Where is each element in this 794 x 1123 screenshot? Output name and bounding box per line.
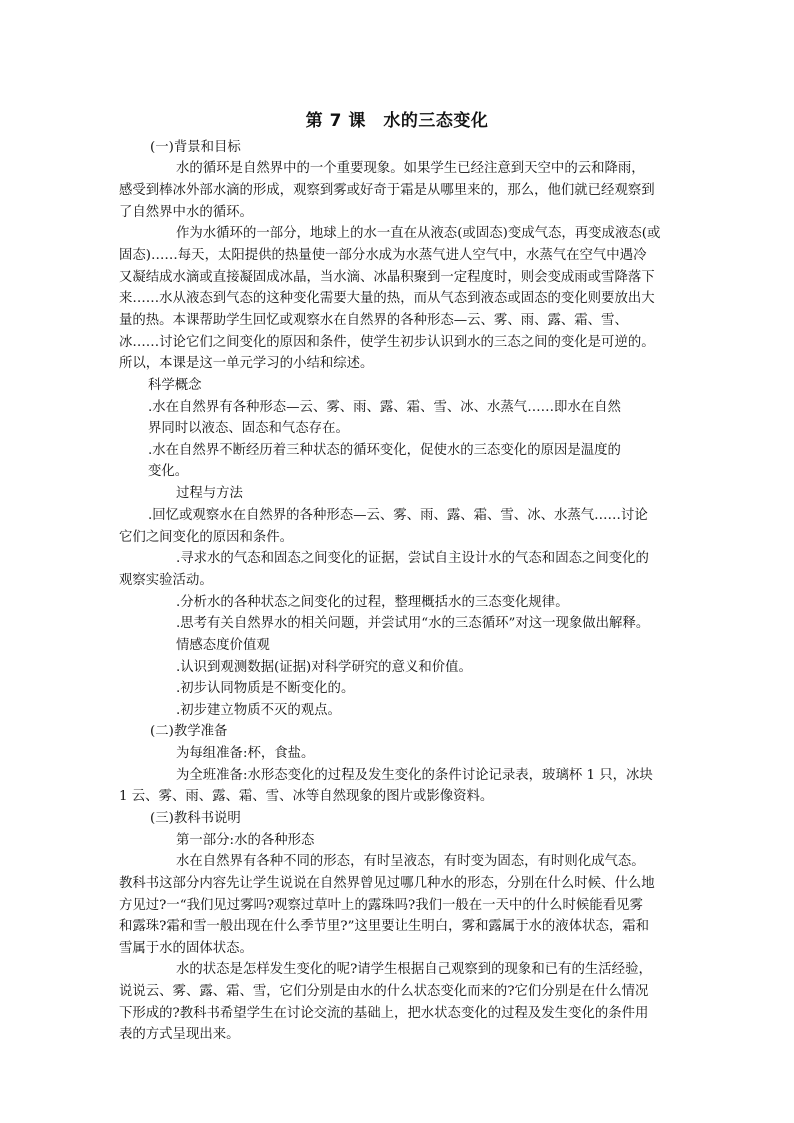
paragraph-line: 来……水从液态到气态的这种变化需要大量的热，而从气态到液态或固态的变化则要放出大: [119, 291, 655, 306]
paragraph-line: 感受到棒冰外部水滴的形成，观察到雾或好奇于霜是从哪里来的，那么，他们就已经观察到: [119, 183, 655, 198]
bullet-line: 它们之间变化的原因和条件。: [119, 530, 294, 545]
bullet-line: .认识到观测数据(证据)对科学研究的意义和价值。: [176, 660, 472, 675]
bullet-line: .回忆或观察水在自然界的各种形态—云、雾、雨、露、霜、雪、冰、水蒸气……讨论: [148, 508, 648, 523]
paragraph-line: 水在自然界有各种不同的形态，有时呈液态，有时变为固态，有时则化成气态。: [176, 854, 645, 869]
bullet-line: 观察实验活动。: [119, 573, 213, 588]
paragraph-line: 作为水循环的一部分，地球上的水一直在从液态(或固态)变成气态，再变成液态(或: [176, 226, 661, 241]
bullet-line: .初步建立物质不灭的观点。: [176, 703, 341, 718]
bullet-line: .分析水的各种状态之间变化的过程，整理概括水的三态变化规律。: [176, 595, 569, 610]
paragraph-line: 水的循环是自然界中的一个重要现象。如果学生已经注意到天空中的云和降雨，: [176, 161, 645, 176]
paragraph-line: 教科书这部分内容先让学生说说在自然界曾见过哪几种水的形态，分别在什么时候、什么地: [119, 876, 655, 891]
paragraph-line: 表的方式呈现出来。: [119, 1027, 240, 1042]
bullet-line: .思考有关自然界水的相关问题，并尝试用“水的三态循环”对这一现象做出解释。: [176, 616, 650, 631]
paragraph-line: 了自然界中水的循环。: [119, 205, 253, 220]
paragraph-line: 冰……讨论它们之间变化的原因和条件，使学生初步认识到水的三态之间的变化是可逆的。: [119, 335, 655, 350]
bullet-line: .寻求水的气态和固态之间变化的证据，尝试自主设计水的气态和固态之间变化的: [176, 551, 649, 566]
subheading-science-concepts: 科学概念: [148, 378, 202, 393]
subheading-part-one: 第一部分:水的各种形态: [176, 833, 315, 848]
paragraph-line: 和露珠?霜和雪一般出现在什么季节里?”这里要让生明白，雾和露属于水的液体状态，霜和: [119, 919, 650, 934]
paragraph-line: 说说云、雾、露、霜、雪，它们分别是由水的什么状态变化而来的?它们分别是在什么情况: [119, 984, 649, 999]
paragraph-line: 量的热。本课帮助学生回忆或观察水在自然界的各种形态—云、雾、雨、露、霜、雪、: [119, 313, 628, 328]
paragraph-line: 为全班准备:水形态变化的过程及发生变化的条件讨论记录表，玻璃杯 1 只，冰块: [176, 768, 653, 783]
paragraph-line: 下形成的?教科书希望学生在讨论交流的基础上，把水状态变化的过程及发生变化的条件用: [119, 1006, 649, 1021]
paragraph-line: 1 云、雾、雨、露、霜、雪、冰等自然现象的图片或影像资料。: [119, 789, 494, 804]
paragraph-line: 又凝结成水滴或直接凝固成冰晶，当水滴、冰晶积聚到一定程度时，则会变成雨或雪降落下: [119, 270, 655, 285]
section-heading-textbook: (三)教科书说明: [150, 811, 241, 826]
bullet-line: .水在自然界有各种形态—云、雾、雨、露、霜、雪、冰、水蒸气……即水在自然: [148, 400, 621, 415]
paragraph-line: 固态)……每天，太阳提供的热量使一部分水成为水蒸气进人空气中，水蒸气在空气中遇冷: [119, 248, 647, 263]
paragraph-line: 为每组准备:杯，食盐。: [176, 746, 315, 761]
bullet-line: 变化。: [148, 464, 189, 479]
bullet-line: .水在自然界不断经历着三种状态的循环变化，促使水的三态变化的原因是温度的: [148, 443, 621, 458]
subheading-process-methods: 过程与方法: [176, 486, 243, 501]
page-title: 第 7 课 水的三态变化: [305, 111, 489, 131]
bullet-line: 界同时以液态、固态和气态存在。: [148, 421, 349, 436]
bullet-line: .初步认同物质是不断变化的。: [176, 681, 355, 696]
subheading-attitudes-values: 情感态度价值观: [176, 638, 270, 653]
paragraph-line: 方见过?一“我们见过雾吗?观察过草叶上的露珠吗?我们一般在一天中的什么时候能看见雾: [119, 898, 643, 913]
paragraph-line: 雪属于水的固体状态。: [119, 941, 253, 956]
section-heading-preparation: (二)教学准备: [150, 724, 228, 739]
section-heading-background: (一)背景和目标: [150, 140, 241, 155]
paragraph-line: 所以，本课是这一单元学习的小结和综述。: [119, 356, 374, 371]
paragraph-line: 水的状态是怎样发生变化的呢?请学生根据自己观察到的现象和已有的生活经验，: [176, 962, 652, 977]
